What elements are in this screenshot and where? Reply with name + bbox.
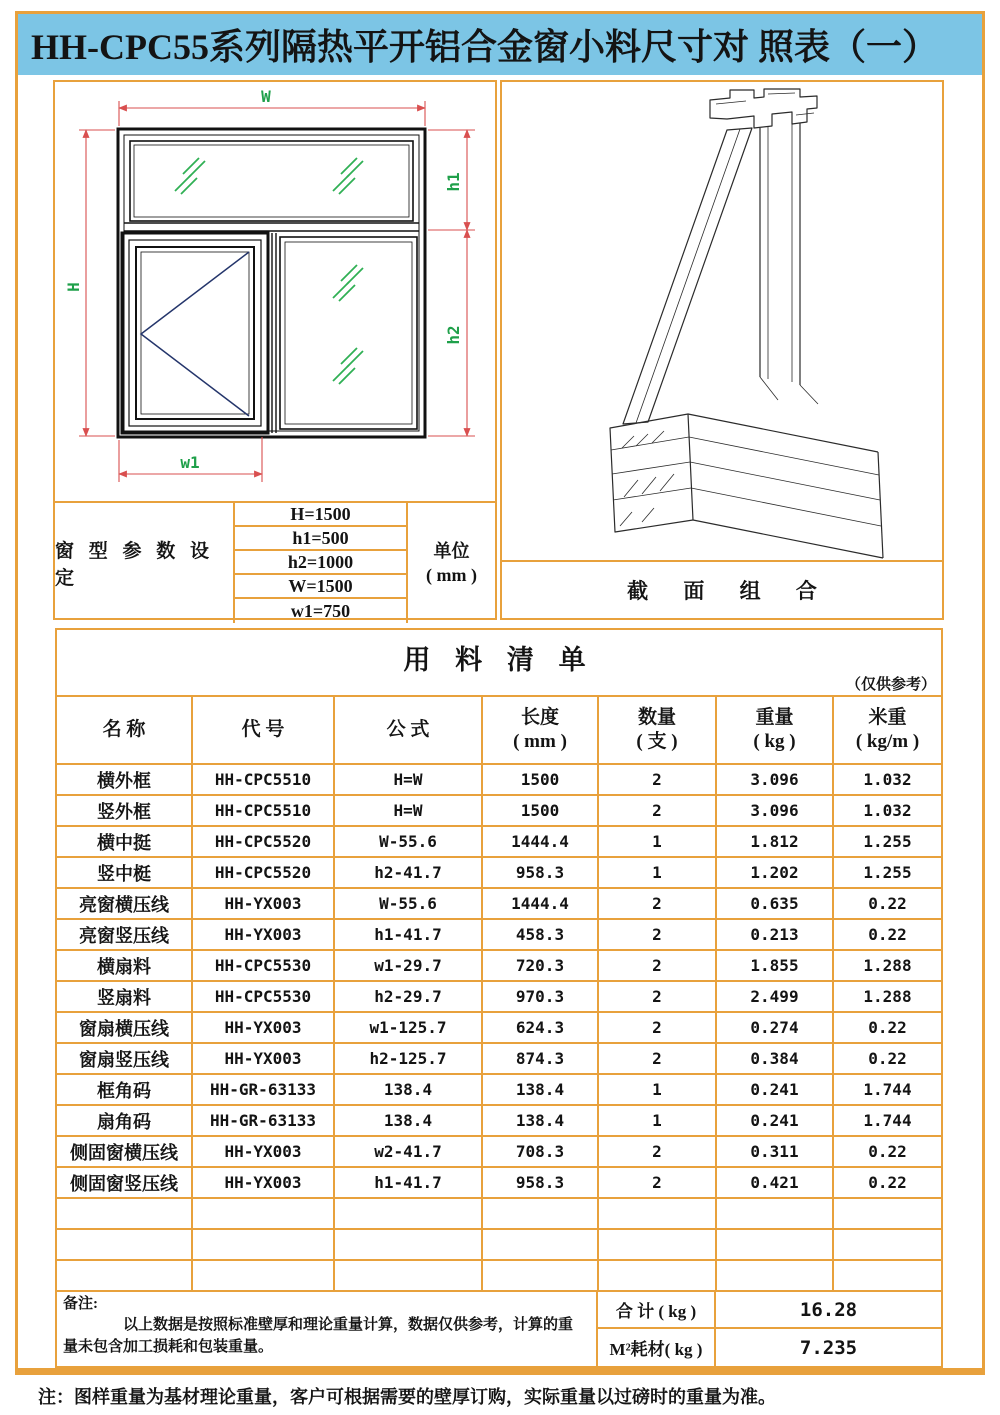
table-cell: 1 xyxy=(599,1075,717,1106)
glass-mark xyxy=(333,348,363,384)
table-cell: 2 xyxy=(599,951,717,982)
table-cell xyxy=(57,1230,193,1261)
dim-label-h: H xyxy=(64,282,83,292)
table-cell xyxy=(193,1261,335,1292)
total-label: 合 计 ( kg ) xyxy=(598,1292,716,1329)
table-cell: w2-41.7 xyxy=(335,1137,483,1168)
table-cell: 1.202 xyxy=(717,858,834,889)
col-header-name: 名 称 xyxy=(57,697,193,765)
casement-sash xyxy=(122,233,268,433)
table-cell: w1-125.7 xyxy=(335,1013,483,1044)
table-cell: 窗扇横压线 xyxy=(57,1013,193,1044)
table-cell xyxy=(335,1199,483,1230)
table-cell: 2 xyxy=(599,920,717,951)
table-cell: 1 xyxy=(599,827,717,858)
table-cell: 1.032 xyxy=(834,765,941,796)
table-cell: 1.744 xyxy=(834,1106,941,1137)
table-cell: HH-YX003 xyxy=(193,1044,335,1075)
param-value-h2: h2=1000 xyxy=(235,551,408,575)
params-label: 窗 型 参 数 设 定 xyxy=(55,503,235,623)
table-cell: h1-41.7 xyxy=(335,920,483,951)
table-cell xyxy=(483,1261,599,1292)
table-cell: 0.241 xyxy=(717,1075,834,1106)
page-title: HH-CPC55系列隔热平开铝合金窗小料尺寸对 照表（一） xyxy=(31,27,938,67)
table-cell: 横扇料 xyxy=(57,951,193,982)
table-cell: 1.255 xyxy=(834,827,941,858)
table-cell xyxy=(57,1199,193,1230)
table-cell: 624.3 xyxy=(483,1013,599,1044)
table-cell: HH-CPC5530 xyxy=(193,982,335,1013)
table-cell: 1444.4 xyxy=(483,889,599,920)
table-cell xyxy=(193,1230,335,1261)
param-value-H: H=1500 xyxy=(235,503,408,527)
table-cell: 0.22 xyxy=(834,920,941,951)
table-cell: W-55.6 xyxy=(335,827,483,858)
param-value-h1: h1=500 xyxy=(235,527,408,551)
table-cell: 138.4 xyxy=(335,1106,483,1137)
table-cell: 侧固窗竖压线 xyxy=(57,1168,193,1199)
footnote: 注：图样重量为基材理论重量，客户可根据需要的壁厚订购，实际重量以过磅时的重量为准。 xyxy=(38,1387,776,1407)
table-cell: 框角码 xyxy=(57,1075,193,1106)
table-cell: 970.3 xyxy=(483,982,599,1013)
table-cell: HH-YX003 xyxy=(193,889,335,920)
table-cell: 竖扇料 xyxy=(57,982,193,1013)
table-cell: W-55.6 xyxy=(335,889,483,920)
per-sqm-value: 7.235 xyxy=(799,1336,858,1359)
table-cell: 1 xyxy=(599,858,717,889)
table-cell xyxy=(57,1261,193,1292)
dim-label-h2: h2 xyxy=(444,325,463,345)
table-cell: h1-41.7 xyxy=(335,1168,483,1199)
table-cell: 0.213 xyxy=(717,920,834,951)
dim-label-h1: h1 xyxy=(444,172,463,192)
table-cell: 1.288 xyxy=(834,951,941,982)
table-cell: HH-YX003 xyxy=(193,1168,335,1199)
table-cell: h2-29.7 xyxy=(335,982,483,1013)
table-cell xyxy=(717,1199,834,1230)
table-cell xyxy=(483,1230,599,1261)
table-cell: HH-GR-63133 xyxy=(193,1106,335,1137)
table-cell xyxy=(599,1261,717,1292)
table-cell xyxy=(717,1230,834,1261)
remark-and-totals xyxy=(57,1292,941,1366)
table-cell: 0.635 xyxy=(717,889,834,920)
table-cell: 2 xyxy=(599,1168,717,1199)
table-cell: 0.22 xyxy=(834,1044,941,1075)
table-cell: HH-YX003 xyxy=(193,1137,335,1168)
table-cell: 1.812 xyxy=(717,827,834,858)
table-cell: 0.22 xyxy=(834,889,941,920)
table-cell: 横外框 xyxy=(57,765,193,796)
table-cell: HH-CPC5510 xyxy=(193,765,335,796)
table-cell: 0.22 xyxy=(834,1137,941,1168)
table-cell: 0.274 xyxy=(717,1013,834,1044)
table-cell xyxy=(834,1199,941,1230)
table-cell: HH-CPC5510 xyxy=(193,796,335,827)
table-cell: 扇角码 xyxy=(57,1106,193,1137)
table-cell: 1500 xyxy=(483,796,599,827)
table-cell: 0.311 xyxy=(717,1137,834,1168)
table-cell: 亮窗竖压线 xyxy=(57,920,193,951)
table-cell: HH-GR-63133 xyxy=(193,1075,335,1106)
table-cell: 0.421 xyxy=(717,1168,834,1199)
remark-cell xyxy=(57,1292,598,1366)
casement-open-symbol xyxy=(141,252,249,416)
table-cell: 0.241 xyxy=(717,1106,834,1137)
table-cell xyxy=(834,1230,941,1261)
table-cell: 2 xyxy=(599,796,717,827)
col-header-weight: 重量 ( kg ) xyxy=(717,697,834,765)
table-cell: 2 xyxy=(599,1044,717,1075)
table-cell: HH-YX003 xyxy=(193,1013,335,1044)
table-cell: 2 xyxy=(599,1137,717,1168)
table-cell: 958.3 xyxy=(483,1168,599,1199)
materials-table xyxy=(57,697,941,1292)
materials-header-area xyxy=(57,630,941,697)
table-cell: 2 xyxy=(599,982,717,1013)
table-cell: 窗扇竖压线 xyxy=(57,1044,193,1075)
table-cell xyxy=(335,1261,483,1292)
section-caption: 截 面 组 合 xyxy=(502,560,942,618)
dim-label-w: W xyxy=(261,87,271,106)
table-cell: 958.3 xyxy=(483,858,599,889)
col-header-formula: 公 式 xyxy=(335,697,483,765)
table-cell: 3.096 xyxy=(717,765,834,796)
table-cell: 3.096 xyxy=(717,796,834,827)
per-sqm-label: M²耗材( kg ) xyxy=(598,1329,716,1366)
table-cell: 2 xyxy=(599,889,717,920)
table-cell xyxy=(483,1199,599,1230)
table-cell: H=W xyxy=(335,765,483,796)
table-cell: 874.3 xyxy=(483,1044,599,1075)
remark-label: 备注: xyxy=(63,1296,98,1312)
total-value: 16.28 xyxy=(716,1292,941,1329)
table-cell xyxy=(717,1261,834,1292)
window-diagram-panel xyxy=(53,80,497,620)
dim-label-w1: w1 xyxy=(180,453,200,472)
table-cell: 侧固窗横压线 xyxy=(57,1137,193,1168)
glass-mark xyxy=(333,158,363,194)
col-header-qty: 数量 ( 支 ) xyxy=(599,697,717,765)
table-cell: H=W xyxy=(335,796,483,827)
table-cell: 2 xyxy=(599,1013,717,1044)
remark-text: 以上数据是按照标准壁厚和理论重量计算，数据仅供参考，计算的重量未包含加工损耗和包装重量。 xyxy=(63,1317,574,1355)
table-cell: 竖中梃 xyxy=(57,858,193,889)
param-value-W: W=1500 xyxy=(235,575,408,599)
table-cell: HH-YX003 xyxy=(193,920,335,951)
table-cell: 竖外框 xyxy=(57,796,193,827)
table-cell: 1444.4 xyxy=(483,827,599,858)
table-cell xyxy=(599,1230,717,1261)
section-panel xyxy=(500,80,944,620)
table-cell: 1.032 xyxy=(834,796,941,827)
table-cell: 横中挺 xyxy=(57,827,193,858)
glass-mark xyxy=(333,265,363,301)
unit-cell: 单位 ( mm ) xyxy=(426,540,477,585)
table-cell: 0.22 xyxy=(834,1013,941,1044)
table-cell: 1.855 xyxy=(717,951,834,982)
table-cell: 2 xyxy=(599,765,717,796)
table-cell: 1.744 xyxy=(834,1075,941,1106)
table-cell xyxy=(834,1261,941,1292)
table-cell xyxy=(335,1230,483,1261)
window-diagram-svg xyxy=(55,82,495,496)
table-cell: 138.4 xyxy=(483,1075,599,1106)
table-cell: 1500 xyxy=(483,765,599,796)
table-cell: 720.3 xyxy=(483,951,599,982)
materials-title: 用 料 清 单 xyxy=(403,645,595,675)
table-cell: h2-125.7 xyxy=(335,1044,483,1075)
table-cell xyxy=(193,1199,335,1230)
table-cell: 0.22 xyxy=(834,1168,941,1199)
materials-section xyxy=(55,628,943,1368)
glass-mark xyxy=(175,158,205,194)
table-cell: 亮窗横压线 xyxy=(57,889,193,920)
table-cell: 0.384 xyxy=(717,1044,834,1075)
table-cell: HH-CPC5530 xyxy=(193,951,335,982)
section-drawing-svg xyxy=(502,82,942,560)
col-header-length: 长度 ( mm ) xyxy=(483,697,599,765)
col-header-meter-weight: 米重 ( kg/m ) xyxy=(834,697,941,765)
table-cell: w1-29.7 xyxy=(335,951,483,982)
table-cell: HH-CPC5520 xyxy=(193,858,335,889)
table-cell: 138.4 xyxy=(335,1075,483,1106)
table-cell: 2.499 xyxy=(717,982,834,1013)
param-value-w1: w1=750 xyxy=(235,599,408,623)
title-band xyxy=(18,14,982,75)
table-cell: HH-CPC5520 xyxy=(193,827,335,858)
table-cell: h2-41.7 xyxy=(335,858,483,889)
table-cell: 1 xyxy=(599,1106,717,1137)
reference-note: （仅供参考） xyxy=(845,677,936,693)
col-header-code: 代 号 xyxy=(193,697,335,765)
table-cell: 458.3 xyxy=(483,920,599,951)
table-cell: 138.4 xyxy=(483,1106,599,1137)
table-cell: 1.255 xyxy=(834,858,941,889)
bottom-divider-bar xyxy=(15,1368,985,1375)
table-cell: 1.288 xyxy=(834,982,941,1013)
table-cell: 708.3 xyxy=(483,1137,599,1168)
window-parameters-table xyxy=(55,501,495,623)
table-cell xyxy=(599,1199,717,1230)
